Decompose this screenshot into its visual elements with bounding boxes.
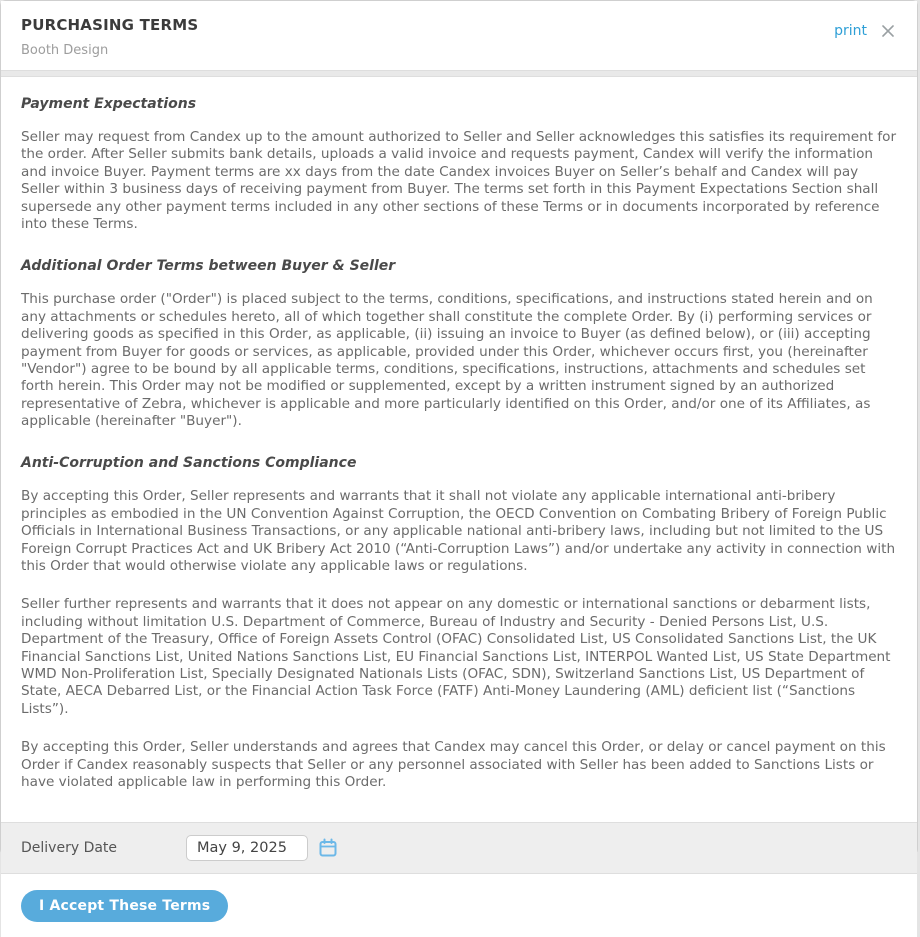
close-icon[interactable] [879,22,897,40]
terms-section-anti-corruption [21,451,897,791]
section-heading: Additional Order Terms between Buyer & Seller [21,258,396,275]
section-heading: Anti-Corruption and Sanctions Compliance [21,455,357,472]
terms-paragraph: By accepting this Order, Seller understands and agrees that Candex may cancel this Order, or delay or cancel payment on this Order if Candex reasonably suspects that Seller or any personnel associated with Seller has been added to Sanctions Lists or have violated applicable law in performing this Order. [21,739,886,790]
print-link[interactable]: print [834,23,867,39]
terms-section-payment-expectations [21,92,897,233]
terms-paragraph: Seller may request from Candex up to the amount authorized to Seller and Seller acknowledges this satisfies its requirement for the order. After Seller submits bank details, uploads a valid invoice and requests payment, Candex will verify the information and invoice Buyer. Payment terms are xx days from the date Candex invoices Buyer on Seller’s behalf and Candex will pay Seller within 3 business days of receiving payment from Buyer. The terms set forth in this Payment Expectations Section shall supersede any other payment terms included in any other sections of these Terms or in documents incorporated by reference into these Terms. [21,129,897,232]
action-bar [1,873,917,937]
terms-body [1,76,917,823]
delivery-date-label: Delivery Date [21,840,118,857]
calendar-icon[interactable] [318,838,338,858]
section-heading: Payment Expectations [21,96,197,112]
delivery-date-row [1,823,917,873]
modal-subtitle: Booth Design [21,43,109,58]
terms-section-additional-order-terms [21,254,897,430]
delivery-date-input[interactable] [186,835,308,861]
terms-paragraph: By accepting this Order, Seller represents and warrants that it shall not violate any applicable international anti-bribery principles as embodied in the UN Convention Against Corruption, the OECD Convention on Combating Bribery of Foreign Public Officials in International Business Transactions, or any applicable national anti-bribery laws, including but not limited to the US Foreign Corrupt Practices Act and UK Bribery Act 2010 (“Anti-Corruption Laws”) and/or undertake any activity in connection with this Order that would otherwise violate any applicable laws or regulations. [21,488,896,575]
header-titles [21,14,198,58]
header-actions [834,22,897,40]
terms-paragraph: Seller further represents and warrants that it does not appear on any domestic or international sanctions or debarment lists, including without limitation U.S. Department of Commerce, Bureau of Industry and Security - Denied Persons List, U.S. Department of the Treasury, Office of Foreign Assets Control (OFAC) Consolidated List, US Consolidated Sanctions List, the UK Financial Sanctions List, United Nations Sanctions List, EU Financial Sanctions List, INTERPOL Wanted List, US State Department WMD Non-Proliferation List, Specially Designated Nationals Lists (OFAC, SDN), Switzerland Sanctions List, US Department of State, AECA Debarred List, or the Financial Action Task Force (FATF) Anti-Money Laundering (AML) deficient list (“Sanctions Lists”). [21,596,891,717]
modal-header [1,1,917,71]
terms-paragraph: This purchase order ("Order") is placed subject to the terms, conditions, specifications, and instructions stated herein and on any attachments or schedules hereto, all of which together shall constitute the complete Order. By (i) performing services or delivering goods as specified in this Order, as applicable, (ii) issuing an invoice to Buyer (as defined below), or (iii) accepting payment from Buyer for goods or services, as applicable, provided under this Order, whichever occurs first, you (hereinafter "Vendor") agree to be bound by all applicable terms, conditions, specifications, instructions, attachments and schedules set forth herein. This Order may not be modified or supplemented, except by a written instrument signed by an authorized representative of Zebra, whichever is applicable and more particularly identified on this Order, and/or one of its Affiliates, as applicable (hereinafter "Buyer"). [21,291,873,430]
page-title: PURCHASING TERMS [21,16,199,34]
accept-terms-button[interactable]: I Accept These Terms [21,890,228,922]
